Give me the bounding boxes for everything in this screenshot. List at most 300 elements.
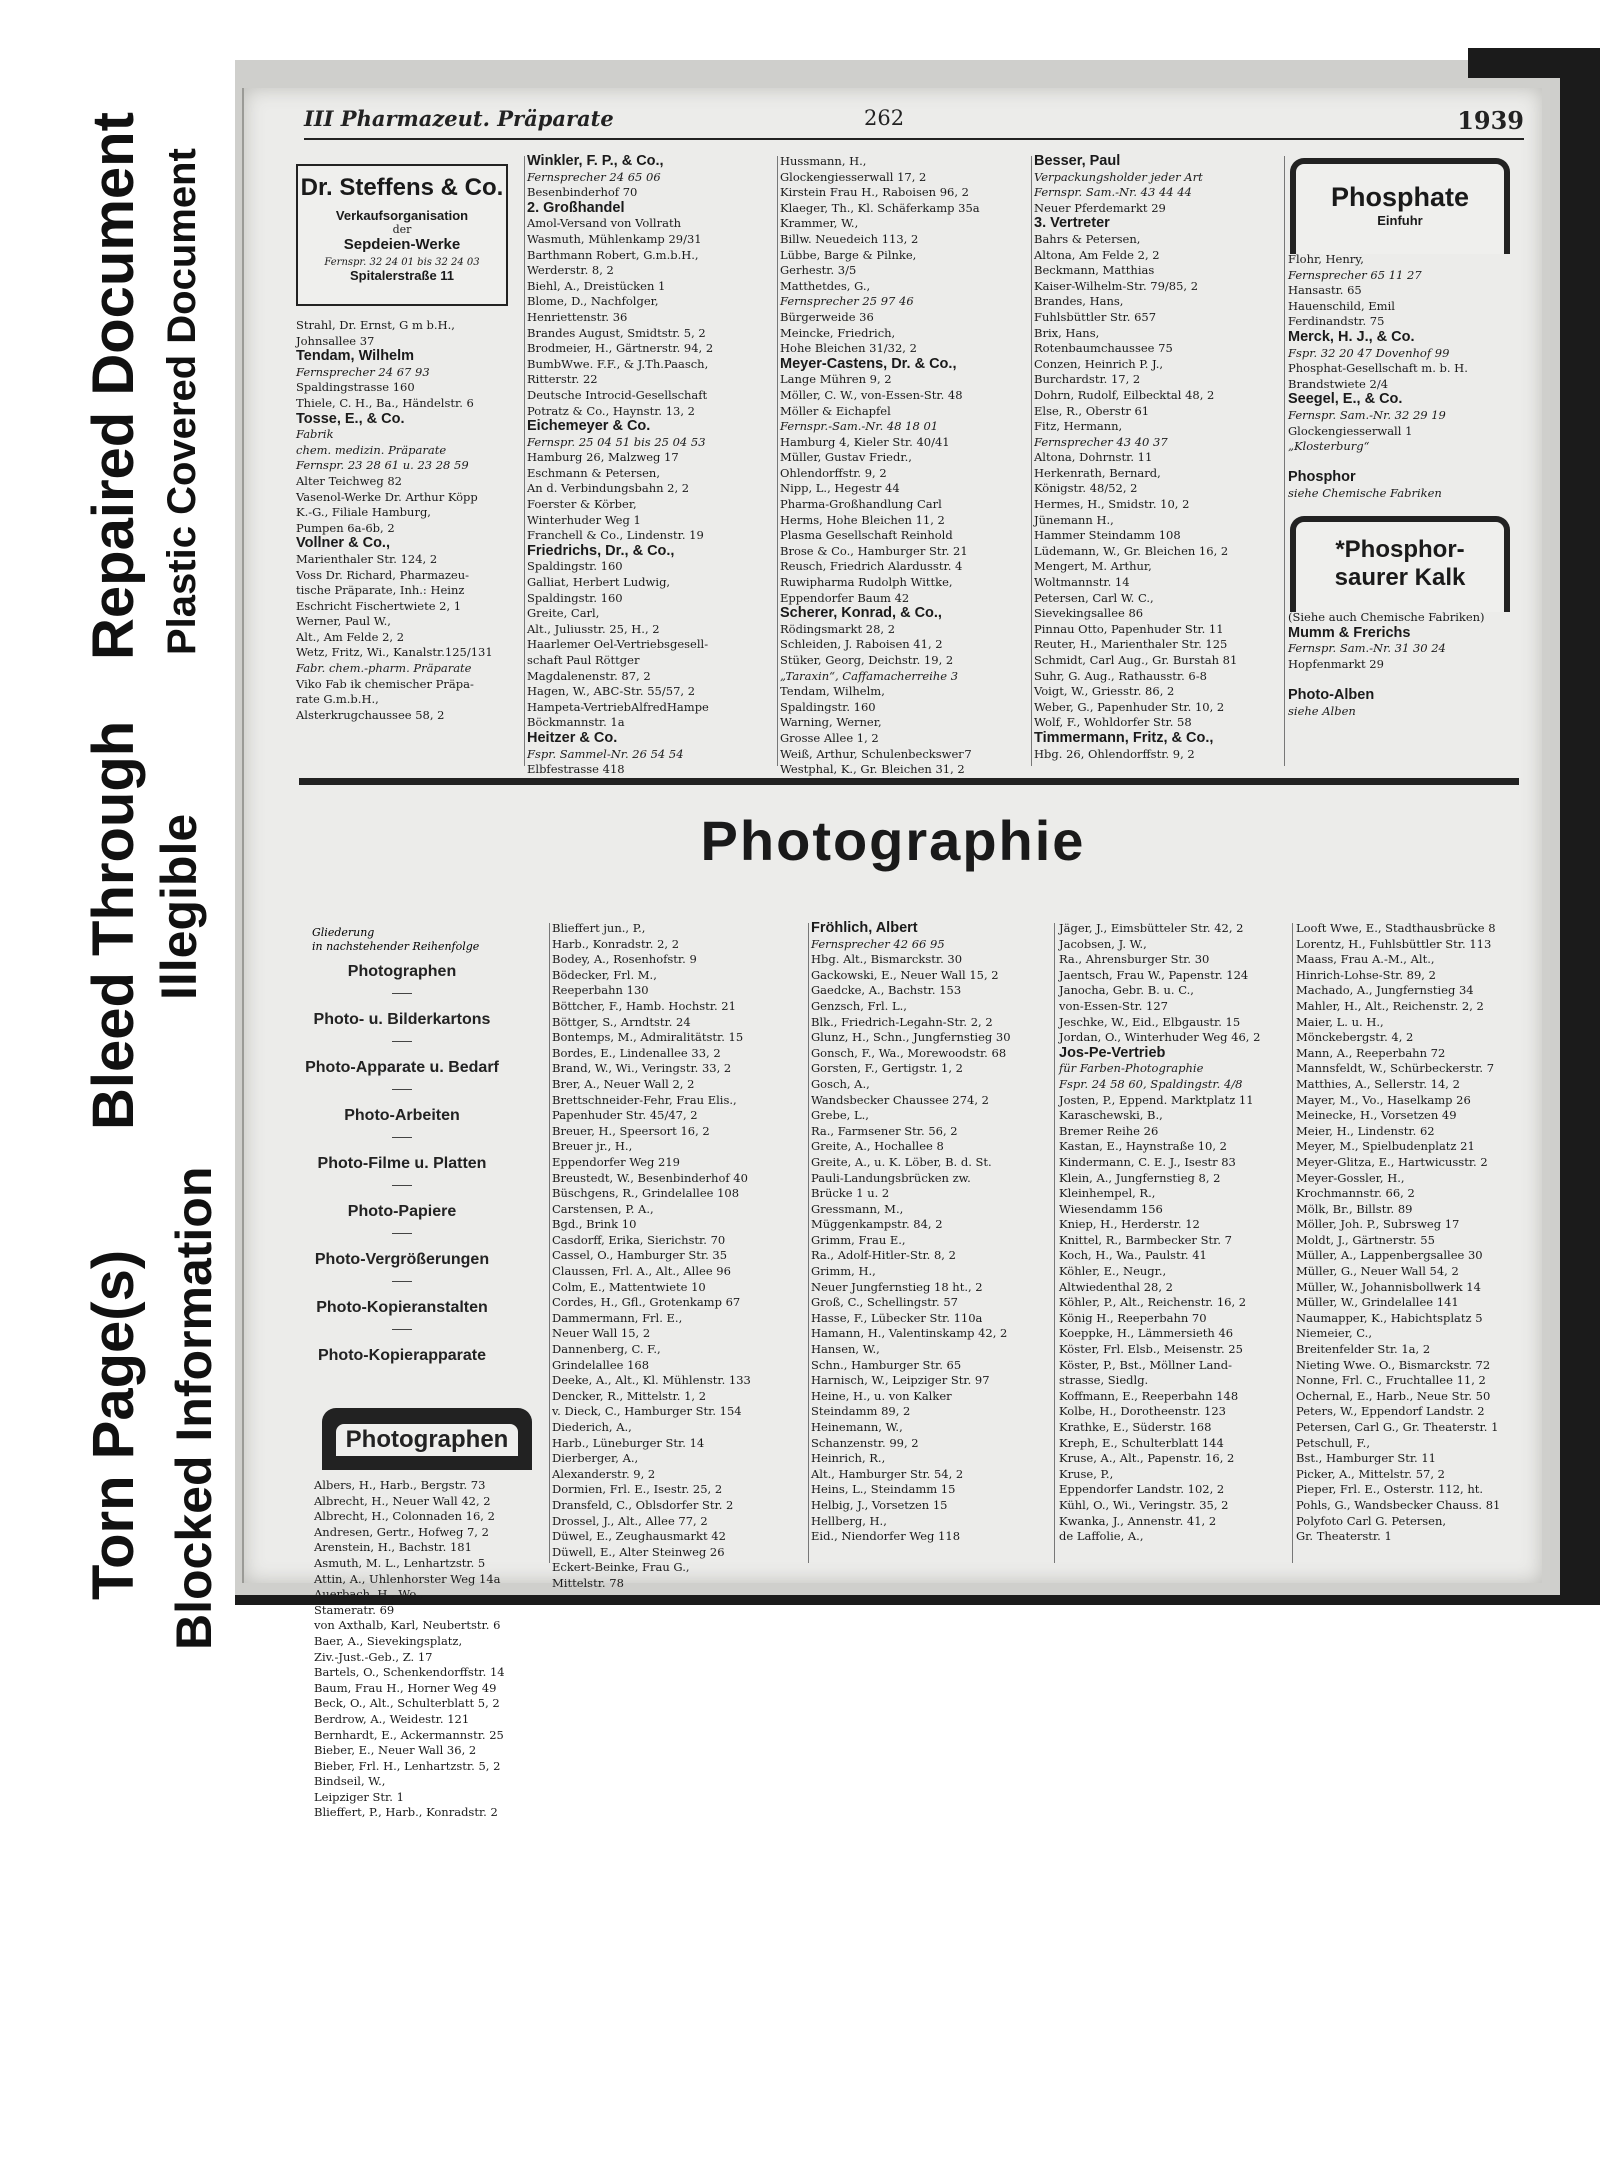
directory-entry: Fernsprecher 25 97 46 [780,294,914,309]
directory-entry: Klein, A., Jungfernstieg 8, 2 [1059,1170,1221,1185]
directory-entry: Alt., Juliusstr. 25, H., 2 [527,621,660,636]
gliederung-item: Photographen [347,963,457,980]
directory-entry: Müggenkampstr. 84, 2 [811,1217,943,1232]
directory-entry: tische Präparate, Inh.: Heinz [296,583,465,598]
directory-entry: Bst., Hamburger Str. 11 [1296,1451,1436,1466]
directory-entry: Bodey, A., Rosenhofstr. 9 [552,952,697,967]
directory-entry: Neuer Wall 15, 2 [552,1326,651,1341]
directory-entry: Billw. Neuedeich 113, 2 [780,231,919,246]
directory-entry: Naumapper, K., Habichtsplatz 5 [1296,1310,1483,1325]
directory-entry: Magdalenenstr. 87, 2 [527,668,651,683]
directory-entry: Berdrow, A., Weidestr. 121 [314,1711,470,1726]
directory-entry: Blk., Friedrich-Legahn-Str. 2, 2 [811,1014,993,1029]
directory-entry: Genzsch, Frl. L., [811,998,907,1013]
directory-entry: Hbg. Alt., Bismarckstr. 30 [811,952,963,967]
directory-entry: Spaldingstrasse 160 [296,380,415,395]
directory-entry: chem. medizin. Präparate [296,442,447,457]
ad-steffens-line: Sepdeien-Werke [343,236,461,253]
directory-entry: Rotenbaumchaussee 75 [1034,341,1173,356]
label-plastic-covered: Plastic Covered Document [160,148,204,655]
directory-entry: Koffmann, E., Reeperbahn 148 [1059,1388,1239,1403]
directory-entry: Kreph, E., Schulterblatt 144 [1059,1435,1224,1450]
directory-entry: Koeppke, H., Lämmersieth 46 [1059,1326,1234,1341]
directory-entry: Timmermann, Fritz, & Co., [1034,729,1214,746]
directory-entry: Möller & Eichapfel [780,403,891,418]
directory-entry: Machado, A., Jungfernstieg 34 [1296,983,1474,998]
column-separator [1284,156,1285,766]
bottom-column-5 [1296,921,1521,1561]
gliederung-item: Photo-Papiere [347,1203,457,1220]
directory-entry: Kindermann, C. E. J., Isestr 83 [1059,1154,1236,1169]
gliederung-item: Photo-Apparate u. Bedarf [305,1059,499,1076]
directory-entry: Fuhlsbüttler Str. 657 [1034,309,1157,324]
directory-entry: Arenstein, H., Bachstr. 181 [314,1540,472,1555]
directory-entry: Friedrichs, Dr., & Co., [527,542,675,559]
gliederung-item: Photo- u. Bilderkartons [313,1011,491,1028]
directory-entry: Nipp, L., Hegestr 44 [780,481,900,496]
gliederung-item: Photo-Vergrößerungen [314,1251,490,1268]
directory-entry: Barthmann Robert, G.m.b.H., [527,247,699,262]
ad-steffens-line: Fernspr. 32 24 01 bis 32 24 03 [324,257,480,268]
directory-entry: Bahrs & Petersen, [1034,231,1141,246]
directory-entry: Ruwipharma Rudolph Wittke, [780,575,953,590]
directory-entry: Heinemann, W., [811,1420,903,1434]
directory-entry: Müller, G., Neuer Wall 54, 2 [1296,1264,1459,1279]
directory-entry: Kastan, E., Haynstraße 10, 2 [1059,1139,1227,1154]
directory-entry: Dierberger, A., [552,1451,639,1466]
directory-entry: Strahl, Dr. Ernst, G m b.H., [296,318,455,332]
directory-entry: Köhler, E., Neugr., [1059,1264,1167,1279]
directory-entry: Thiele, C. H., Ba., Händelstr. 6 [296,395,474,410]
directory-entry: Herms, Hohe Bleichen 11, 2 [780,512,945,527]
directory-entry: Müller, A., Lappenbergsallee 30 [1296,1248,1483,1263]
directory-entry: Lange Mühren 9, 2 [780,372,892,387]
bottom-column-4 [1059,921,1289,1561]
directory-entry: Fernsprecher 24 67 93 [296,364,430,379]
directory-entry: Scherer, Konrad, & Co., [780,605,942,622]
directory-entry: Kwanka, J., Annenstr. 41, 2 [1059,1513,1217,1528]
directory-entry: Merck, H. J., & Co. [1288,328,1415,345]
directory-entry: Blome, D., Nachfolger, [527,294,659,309]
directory-entry: Deutsche Introcid-Gesellschaft [527,387,708,402]
directory-entry: Pinnau Otto, Papenhuder Str. 11 [1034,621,1224,636]
directory-entry: Eschmann & Petersen, [527,465,660,480]
directory-entry: Düwel, E., Zeughausmarkt 42 [552,1529,726,1544]
directory-entry: Krochmannstr. 66, 2 [1296,1186,1415,1201]
directory-entry: Photo-Alben [1288,686,1375,703]
directory-entry: Dohrn, Rudolf, Eilbecktal 48, 2 [1034,387,1215,402]
directory-entry: Galliat, Herbert Ludwig, [527,575,671,590]
directory-entry: Stameratr. 69 [314,1602,395,1617]
directory-entry: Kruse, A., Alt., Papenstr. 16, 2 [1059,1451,1235,1466]
directory-entry: Woltmannstr. 14 [1034,575,1130,590]
directory-entry: Viko Fab ik chemischer Präpa- [296,676,474,691]
directory-entry: Pauli-Landungsbrücken zw. [811,1170,971,1185]
directory-entry: Dransfeld, C., Oblsdorfer Str. 2 [552,1497,734,1512]
directory-entry: Conzen, Heinrich P. J., [1034,356,1164,371]
directory-entry: Elbfestrasse 418 [527,762,625,777]
directory-entry: Winterhuder Weg 1 [527,512,641,527]
directory-entry: Alt., Hamburger Str. 54, 2 [811,1466,964,1481]
directory-entry: rate G.m.b.H., [296,692,379,707]
directory-entry: Krathke, E., Süderstr. 168 [1059,1420,1212,1434]
directory-entry: Düwell, E., Alter Steinweg 26 [552,1544,725,1559]
gliederung-dash [392,1185,412,1186]
directory-entry: An d. Verbindungsbahn 2, 2 [527,481,690,496]
directory-entry: Dammermann, Frl. E., [552,1310,683,1325]
directory-entry: Pieper, Frl. E., Osterstr. 112, ht. [1296,1482,1484,1497]
directory-entry: Gaedcke, A., Bachstr. 153 [811,983,962,998]
directory-entry: Lorentz, H., Fuhlsbüttler Str. 113 [1296,936,1492,951]
directory-entry: Leipziger Str. 1 [314,1789,404,1804]
gliederung-dash [392,1233,412,1234]
directory-entry: Grosse Allee 1, 2 [780,730,879,745]
directory-entry: Hampeta-VertriebAlfredHampe [527,699,709,714]
ad-steffens-title: Dr. Steffens & Co. [300,174,504,201]
directory-entry: Matthies, A., Sellerstr. 14, 2 [1296,1076,1460,1091]
annotation-sidebar [0,40,235,1650]
top-column-5 [1288,252,1508,500]
directory-entry: Mumm & Frerichs [1288,624,1411,641]
gliederung-dash [392,1137,412,1138]
gliederung-dash [392,1329,412,1330]
directory-entry: de Laffolie, A., [1059,1529,1144,1544]
directory-entry: Mayer, M., Vo., Haselkamp 26 [1296,1092,1471,1107]
directory-entry: Hermes, H., Smidstr. 10, 2 [1034,497,1190,512]
directory-entry: Knittel, R., Barmbecker Str. 7 [1059,1232,1232,1247]
top-column-5b [1288,610,1508,760]
directory-entry: Burchardstr. 17, 2 [1034,372,1141,387]
directory-entry: Harb., Konradstr. 2, 2 [552,936,680,951]
directory-entry: von-Essen-Str. 127 [1059,998,1169,1013]
ad-phosphorsaurer-kalk [1290,516,1510,612]
directory-entry: Winkler, F. P., & Co., [527,153,664,169]
directory-entry: Alsterkrugchaussee 58, 2 [296,707,445,722]
directory-entry: Bernhardt, E., Ackermannstr. 25 [314,1727,504,1742]
directory-entry: Petersen, Carl W. C., [1034,590,1154,605]
directory-entry: Brodmeier, H., Gärtnerstr. 94, 2 [527,341,714,356]
directory-entry: Polyfoto Carl G. Petersen, [1296,1513,1447,1528]
scan-right-edge [1560,48,1600,1600]
directory-entry: Brandstwiete 2/4 [1288,376,1389,391]
label-torn-pages: Torn Page(s) [81,1249,146,1600]
ad-steffens [296,164,508,306]
directory-entry: Hellberg, H., [811,1513,887,1528]
directory-entry: Brandes, Hans, [1034,294,1124,309]
directory-entry: Fspr. Sammel-Nr. 26 54 54 [527,746,684,761]
directory-entry: Peters, W., Eppendorf Landstr. 2 [1296,1404,1485,1419]
column-separator [808,923,809,1563]
directory-entry: Heinrich, R., [811,1451,886,1466]
directory-entry: Else, R., Oberstr 61 [1034,403,1150,418]
directory-entry: Glockengiesserwall 17, 2 [780,169,927,184]
directory-entry: Besser, Paul [1034,153,1121,169]
directory-entry: Wiesendamm 156 [1059,1201,1163,1216]
directory-entry: Blieffert, P., Harb., Konradstr. 2 [314,1805,498,1820]
directory-entry: Seegel, E., & Co. [1288,391,1403,408]
directory-entry: Ra., Farmsener Str. 56, 2 [811,1123,958,1138]
directory-entry: Fernspr. 25 04 51 bis 25 04 53 [527,434,706,449]
directory-entry: Alter Teichweg 82 [296,473,402,488]
directory-entry: Mönckebergstr. 4, 2 [1296,1030,1414,1045]
directory-entry: Kolbe, H., Dorotheenstr. 123 [1059,1404,1226,1419]
directory-entry: Reeperbahn 130 [552,983,649,998]
directory-entry: Voigt, W., Griesstr. 86, 2 [1034,684,1175,699]
directory-entry: Harb., Lüneburger Str. 14 [552,1435,705,1450]
directory-entry: Möller, Joh. P., Subrsweg 17 [1296,1217,1460,1232]
directory-entry: Johnsallee 37 [296,333,375,348]
directory-entry: Phosphor [1288,469,1356,486]
directory-entry: Meyer-Glitza, E., Hartwicusstr. 2 [1296,1154,1488,1169]
directory-entry: Colm, E., Mattentwiete 10 [552,1279,706,1294]
directory-entry: Phosphat-Gesellschaft m. b. H. [1288,361,1468,376]
directory-entry: Eichemeyer & Co. [527,418,651,435]
directory-entry: Dormien, Frl. E., Isestr. 25, 2 [552,1482,723,1497]
directory-entry: Schleiden, J. Raboisen 41, 2 [780,637,943,652]
directory-entry: Tosse, E., & Co. [296,410,405,427]
directory-entry: Albers, H., Harb., Bergstr. 73 [314,1478,486,1492]
directory-entry: Breustedt, W., Besenbinderhof 40 [552,1170,748,1185]
directory-entry: Albrecht, H., Colonnaden 16, 2 [314,1509,495,1524]
ad-phosphate [1290,158,1510,254]
header-year: 1939 [1457,106,1524,135]
directory-entry: Drossel, J., Alt., Allee 77, 2 [552,1513,708,1528]
directory-entry: Ra., Ahrensburger Str. 30 [1059,952,1210,967]
directory-entry: Breuer jr., H., [552,1139,633,1154]
directory-entry: Hamburg 26, Malzweg 17 [527,450,679,465]
directory-entry: siehe Alben [1288,703,1356,718]
directory-entry: Herkenrath, Bernard, [1034,465,1161,480]
directory-entry: Amol-Versand von Vollrath [527,216,681,231]
directory-entry: Stüker, Georg, Deichstr. 19, 2 [780,653,954,667]
directory-entry: Greite, A., u. K. Löber, B. d. St. [811,1154,992,1169]
directory-entry: Möller, C. W., von-Essen-Str. 48 [780,387,963,402]
directory-entry: Fernspr. Sam.-Nr. 32 29 19 [1288,407,1446,422]
directory-entry: Brer, A., Neuer Wall 2, 2 [552,1076,695,1091]
directory-entry: Bieber, E., Neuer Wall 36, 2 [314,1743,477,1758]
directory-entry: Meyer-Gossler, H., [1296,1170,1405,1185]
directory-entry: Marienthaler Str. 124, 2 [296,551,438,566]
directory-entry: Moldt, J., Gärtnerstr. 55 [1296,1232,1435,1247]
directory-entry: Meinecke, H., Vorsetzen 49 [1296,1108,1457,1123]
directory-entry: Greite, A., Hochallee 8 [811,1139,944,1154]
photographen-heading-text: Photographen [336,1424,519,1456]
directory-entry: Ochernal, E., Harb., Neue Str. 50 [1296,1388,1491,1403]
directory-entry: Brix, Hans, [1034,325,1100,340]
directory-entry: Grimm, Frau E., [811,1232,906,1247]
directory-entry: Attin, A., Uhlenhorster Weg 14a [314,1571,501,1586]
section-divider [299,778,1519,785]
gliederung-dash [392,1041,412,1042]
directory-entry: Bontemps, M., Admiralitätstr. 15 [552,1030,744,1045]
directory-entry: (Siehe auch Chemische Fabriken) [1288,610,1485,624]
top-column-3 [780,154,1025,844]
directory-entry: Jacobsen, J. W., [1059,936,1147,951]
directory-entry: Reusch, Friedrich Alardusstr. 4 [780,559,963,574]
gliederung-intro [312,926,479,954]
directory-entry: Matthetdes, G., [780,278,871,293]
directory-entry: Bieber, Frl. H., Lenhartzstr. 5, 2 [314,1758,501,1773]
directory-entry: Warning, Werner, [780,715,882,730]
directory-entry: Altona, Am Felde 2, 2 [1034,247,1160,262]
directory-entry: Meyer, M., Spielbudenplatz 21 [1296,1139,1475,1154]
directory-entry: Plasma Gesellschaft Reinhold [780,528,953,543]
directory-entry: Büschgens, R., Grindelallee 108 [552,1186,740,1201]
directory-entry: Fabrik [296,427,334,442]
directory-entry: Voss Dr. Richard, Pharmazeu- [296,567,470,582]
label-bleed-through: Bleed Through [81,720,146,1130]
directory-entry: Heitzer & Co. [527,729,618,746]
directory-entry: Tendam, Wilhelm [296,348,415,365]
directory-entry: Cordes, H., Gfl., Grotenkamp 67 [552,1295,741,1310]
directory-entry: Mittelstr. 78 [552,1575,624,1590]
directory-entry [1288,672,1508,688]
column-separator [1054,923,1055,1563]
directory-entry: Ra., Adolf-Hitler-Str. 8, 2 [811,1248,956,1263]
ad-phosphate-title: Phosphate [1330,182,1470,212]
directory-entry: Mengert, M. Arthur, [1034,559,1152,574]
directory-entry: Lübbe, Barge & Pilnke, [780,247,917,262]
bottom-column-3 [811,921,1051,1561]
label-illegible: Illegible [151,813,207,1000]
directory-entry: Suhr, G. Aug., Rathausstr. 6-8 [1034,668,1207,683]
directory-entry: Albrecht, H., Neuer Wall 42, 2 [314,1493,491,1508]
directory-entry: v. Dieck, C., Hamburger Str. 154 [552,1404,742,1419]
directory-entry: Werner, Paul W., [296,614,391,629]
directory-entry: Jäger, J., Eimsbütteler Str. 42, 2 [1059,921,1244,935]
directory-entry: Fernsprecher 65 11 27 [1288,267,1422,282]
directory-entry: „Klosterburg“ [1288,439,1370,454]
directory-entry: Königstr. 48/52, 2 [1034,481,1138,496]
photographen-heading [322,1408,532,1470]
directory-entry: Verpackungsholder jeder Art [1034,169,1203,184]
directory-entry: Böttger, S., Arndtstr. 24 [552,1014,691,1029]
directory-entry: Steindamm 89, 2 [811,1404,911,1419]
directory-entry: Andresen, Gertr., Hofweg 7, 2 [314,1524,489,1539]
directory-entry: Bindseil, W., [314,1774,386,1789]
directory-entry: Müller, W., Grindelallee 141 [1296,1295,1459,1310]
bottom-column-1 [314,1478,546,1848]
directory-entry: Fspr. 32 20 47 Dovenhof 99 [1288,345,1450,360]
directory-entry: Maier, L. u. H., [1296,1014,1384,1029]
directory-entry: Biehl, A., Dreistücken 1 [527,278,666,293]
directory-entry: Heins, L., Steindamm 15 [811,1482,956,1497]
directory-entry: Mahler, H., Alt., Reichenstr. 2, 2 [1296,998,1484,1013]
directory-entry: Bremer Reihe 26 [1059,1123,1159,1138]
directory-entry: Jünemann H., [1034,512,1114,527]
directory-entry: Fabr. chem.-pharm. Präparate [296,661,472,676]
directory-entry: Müller, W., Johannisbollwerk 14 [1296,1279,1481,1294]
ad-phosphate-sub: Einfuhr [1377,213,1423,228]
directory-entry: K.-G., Filiale Hamburg, [296,505,431,520]
directory-entry: Wandsbecker Chaussee 274, 2 [811,1092,989,1107]
directory-entry: Foerster & Körber, [527,497,637,512]
directory-entry: Grimm, H., [811,1264,876,1279]
running-header [304,106,1524,138]
directory-entry: Meier, H., Lindenstr. 62 [1296,1123,1435,1138]
directory-entry: Wasmuth, Mühlenkamp 29/31 [527,231,702,246]
directory-entry: Köster, Frl. Elsb., Meisenstr. 25 [1059,1342,1243,1357]
directory-entry: Picker, A., Mittelstr. 57, 2 [1296,1466,1445,1481]
directory-entry: Köster, P., Bst., Möllner Land- [1059,1357,1232,1372]
directory-entry: Gackowski, E., Neuer Wall 15, 2 [811,967,999,982]
directory-entry: Blieffert jun., P., [552,921,646,935]
directory-entry: Vollner & Co., [296,535,390,552]
directory-entry: Weiß, Arthur, Schulenbeckswег7 [780,746,972,761]
directory-entry: Deeke, A., Alt., Kl. Mühlenstr. 133 [552,1373,751,1388]
directory-entry: Eckert-Beinke, Frau G., [552,1560,690,1575]
directory-entry: Wetz, Fritz, Wi., Kanalstr.125/131 [296,645,493,660]
directory-entry: Besenbinderhof 70 [527,185,638,200]
directory-entry: Grebe, L., [811,1108,869,1123]
directory-entry: Asmuth, M. L., Lenhartzstr. 5 [314,1555,486,1570]
ad-steffens-line: Spitalerstraße 11 [349,268,455,283]
directory-entry: Papenhuder Str. 45/47, 2 [552,1108,698,1123]
directory-entry: Brand, W., Wi., Veringstr. 33, 2 [552,1061,732,1076]
ad-phosphor-line: *Phosphor- [1335,536,1465,563]
bottom-column-2 [552,921,807,1590]
directory-entry: Hammer Steindamm 108 [1034,528,1181,543]
directory-entry: Henriettenstr. 36 [527,309,628,324]
directory-entry: Jaentsch, Frau W., Papenstr. 124 [1059,967,1249,982]
directory-entry: Gerhestr. 3/5 [780,263,857,278]
directory-entry: Dencker, R., Mittelstr. 1, 2 [552,1388,707,1403]
directory-entry: „Taraxin“, Caffamacherreihe 3 [780,668,959,683]
directory-entry: Koch, H., Wa., Paulstr. 41 [1059,1248,1207,1263]
directory-entry: Fitz, Hermann, [1034,419,1123,434]
column-separator [524,156,525,766]
directory-entry: Sievekingsallee 86 [1034,606,1144,621]
directory-entry: Kühl, O., Wi., Veringstr. 35, 2 [1059,1497,1229,1512]
directory-entry: BumbWwe. F.F., & J.Th.Paasch, [527,356,709,371]
directory-entry: König H., Reeperbahn 70 [1059,1310,1207,1325]
directory-entry: Nieting Wwe. O., Bismarckstr. 72 [1296,1357,1491,1372]
directory-entry: Carstensen, P. A., [552,1201,654,1216]
directory-entry: Werderstr. 8, 2 [527,263,614,278]
top-column-1 [296,318,516,838]
directory-entry: Krammer, W., [780,216,859,231]
ad-steffens-line: Verkaufsorganisation [335,208,469,223]
directory-entry: Pumpen 6a-6b, 2 [296,520,395,535]
directory-entry: Jeschke, W., Eid., Elbgaustr. 15 [1059,1014,1241,1029]
directory-entry: Hinrich-Lohse-Str. 89, 2 [1296,967,1436,982]
directory-entry: Eppendorfer Weg 219 [552,1154,680,1169]
directory-entry: Groß, C., Schellingstr. 57 [811,1295,958,1310]
directory-entry: Brose & Co., Hamburger Str. 21 [780,543,968,558]
directory-entry: Meincke, Friedrich, [780,325,896,340]
directory-entry: Petersen, Carl G., Gr. Theaterstr. 1 [1296,1420,1499,1434]
directory-entry: Hagen, W., ABC-Str. 55/57, 2 [527,684,696,699]
directory-entry: Eschricht Fischertwiete 2, 1 [296,598,462,613]
gliederung-dash [392,993,412,994]
top-column-2 [527,154,772,844]
directory-entry: Spaldingstr. 160 [780,699,876,714]
directory-entry: Mölk, Br., Billstr. 89 [1296,1201,1413,1216]
directory-entry: Altwiedenthal 28, 2 [1059,1279,1173,1294]
gliederung-intro-line: Gliederung [312,926,375,939]
gliederung-dash [392,1089,412,1090]
directory-entry: Eid., Niendorfer Weg 118 [811,1529,961,1544]
gliederung-dash [392,1281,412,1282]
directory-entry: Hauenschild, Emil [1288,298,1395,313]
directory-entry: Westphal, K., Gr. Bleichen 31, 2 [780,762,965,777]
directory-entry: Petschull, F., [1296,1435,1370,1450]
directory-entry: Glunz, H., Schn., Jungfernstieg 30 [811,1030,1011,1045]
directory-entry: Flohr, Henry, [1288,252,1364,266]
directory-entry: Cassel, O., Hamburger Str. 35 [552,1248,728,1263]
directory-entry: Altona, Dohrnstr. 11 [1034,450,1153,465]
directory-entry: 2. Großhandel [527,199,625,216]
